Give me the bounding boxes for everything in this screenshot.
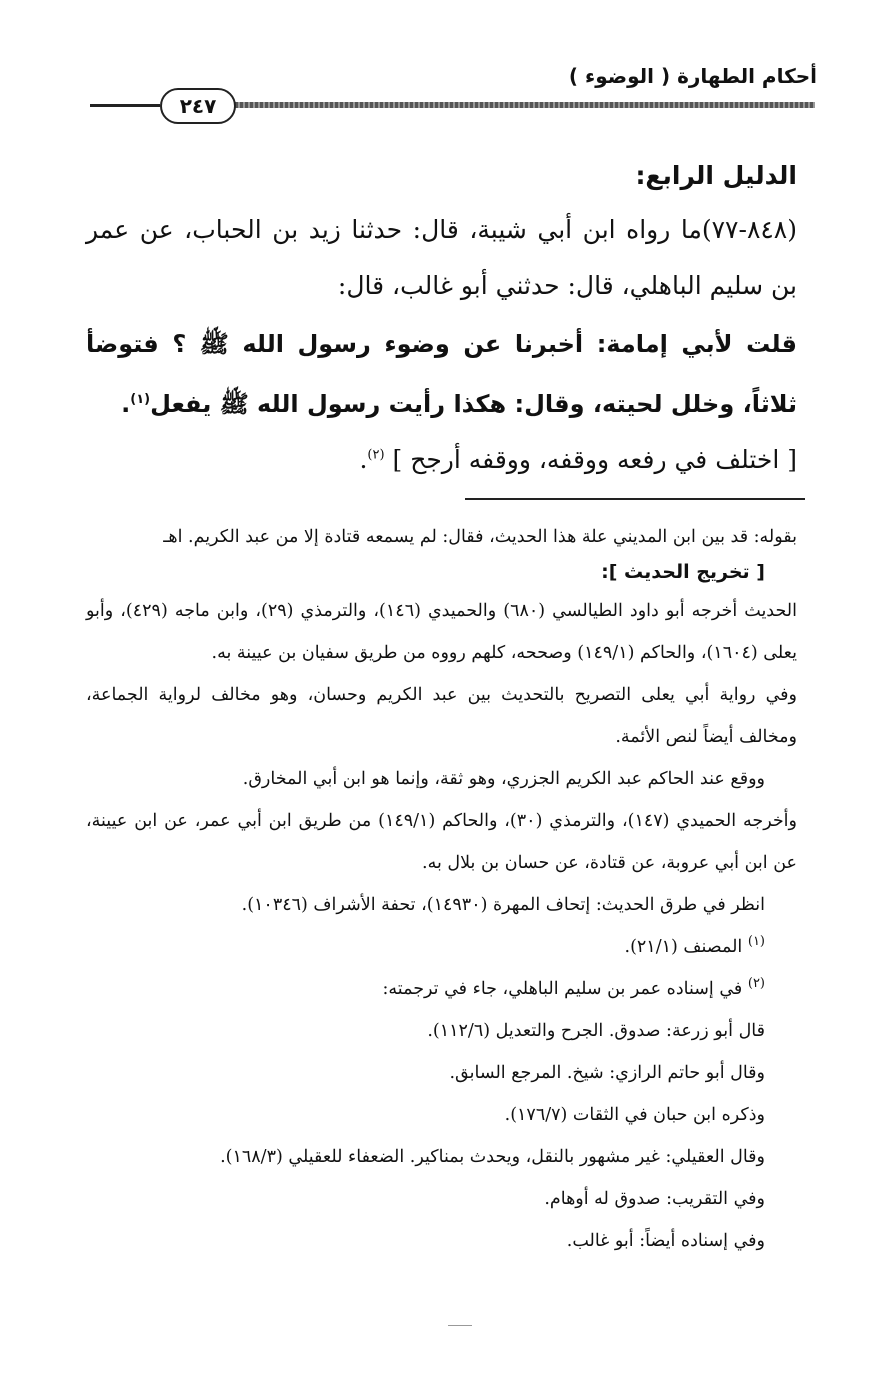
hadith-ruling xyxy=(86,434,797,486)
hadith-ruling-end: . xyxy=(359,445,368,474)
scan-mark xyxy=(448,1325,472,1326)
footnote-ref-2: (٢) xyxy=(367,447,385,463)
page-number: ٢٤٧ xyxy=(160,88,236,124)
footnote-separator xyxy=(465,498,805,500)
hadith-ruling-text: [ اختلف في رفعه ووقفه، ووقفه أرجح ] xyxy=(392,445,797,474)
hadith-quote-text: قلت لأبي إمامة: أخبرنا عن وضوء رسول الله ﷺ ؟ فتوضأ ثلاثاً، وخلل لحيته، وقال: هكذا رأيت رسول الله ﷺ يفعل xyxy=(86,330,797,418)
footnote-line: وفي التقريب: صدوق له أوهام. xyxy=(544,1189,765,1209)
footnote-paragraph: ووقع عند الحاكم عبد الكريم الجزري، وهو ثقة، وإنما هو ابن أبي المخارق. xyxy=(242,769,765,789)
footnote-line: وفي إسناده أيضاً: أبو غالب. xyxy=(566,1231,765,1251)
main-text xyxy=(86,150,797,486)
footnote-carryover: بقوله: قد بين ابن المديني علة هذا الحديث، فقال: لم يسمعه قتادة إلا من عبد الكريم. اهـ xyxy=(163,527,797,547)
footnote-1-marker: (١) xyxy=(747,934,765,950)
hadith-quote-end: . xyxy=(121,390,131,418)
hadith-quote xyxy=(86,314,797,434)
running-header-title: أحكام الطهارة ( الوضوء ) xyxy=(568,64,817,88)
footnote-paragraph: وأخرجه الحميدي (١٤٧)، والترمذي (٣٠)، والحاكم (١٤٩/١) من طريق ابن أبي عمر، عن ابن عيينة، عن ابن أبي عروبة، عن قتادة، عن حسان بن بلال به. xyxy=(86,811,797,873)
footnote-1 xyxy=(86,926,797,968)
footnote-2-text: في إسناده عمر بن سليم الباهلي، جاء في ترجمته: xyxy=(382,979,743,999)
footnote-paragraph: وفي رواية أبي يعلى التصريح بالتحديث بين عبد الكريم وحسان، وهو مخالف لرواية الجماعة، ومخالف أيضاً لنص الأئمة. xyxy=(86,685,797,747)
footnote-line: قال أبو زرعة: صدوق. الجرح والتعديل (١١٢/٦). xyxy=(427,1021,765,1041)
footnote-paragraph: الحديث أخرجه أبو داود الطيالسي (٦٨٠) والحميدي (١٤٦)، والترمذي (٢٩)، وابن ماجه (٤٢٩)، وأبو يعلى (١٦٠٤)، والحاكم (١٤٩/١) وصححه، كلهم رووه من طريق سفيان بن عيينة به. xyxy=(86,601,797,663)
footnotes xyxy=(86,520,797,1262)
footnote-ref-1: (١) xyxy=(130,392,151,407)
section-heading: الدليل الرابع: xyxy=(635,161,797,190)
footnote-2-marker: (٢) xyxy=(747,976,765,992)
footnote-paragraph: انظر في طرق الحديث: إتحاف المهرة (١٤٩٣٠)، تحفة الأشراف (١٠٣٤٦). xyxy=(241,895,765,915)
footnote-1-text: المصنف (٢١/١). xyxy=(624,937,743,957)
footnote-line: وقال العقيلي: غير مشهور بالنقل، ويحدث بمناكير. الضعفاء للعقيلي (١٦٨/٣). xyxy=(220,1147,765,1167)
takhrij-heading: [ تخريج الحديث ]: xyxy=(601,561,765,583)
header-rule-left xyxy=(90,104,160,107)
footnote-line: وذكره ابن حبان في الثقات (١٧٦/٧). xyxy=(504,1105,765,1125)
footnote-2 xyxy=(86,968,797,1010)
hadith-narration: (٨٤٨-٧٧)ما رواه ابن أبي شيبة، قال: حدثنا زيد بن الحباب، عن عمر بن سليم الباهلي، قال: حدثني أبو غالب، قال: xyxy=(86,215,797,300)
footnote-line: وقال أبو حاتم الرازي: شيخ. المرجع السابق. xyxy=(449,1063,765,1083)
header-rule-right xyxy=(230,102,815,108)
